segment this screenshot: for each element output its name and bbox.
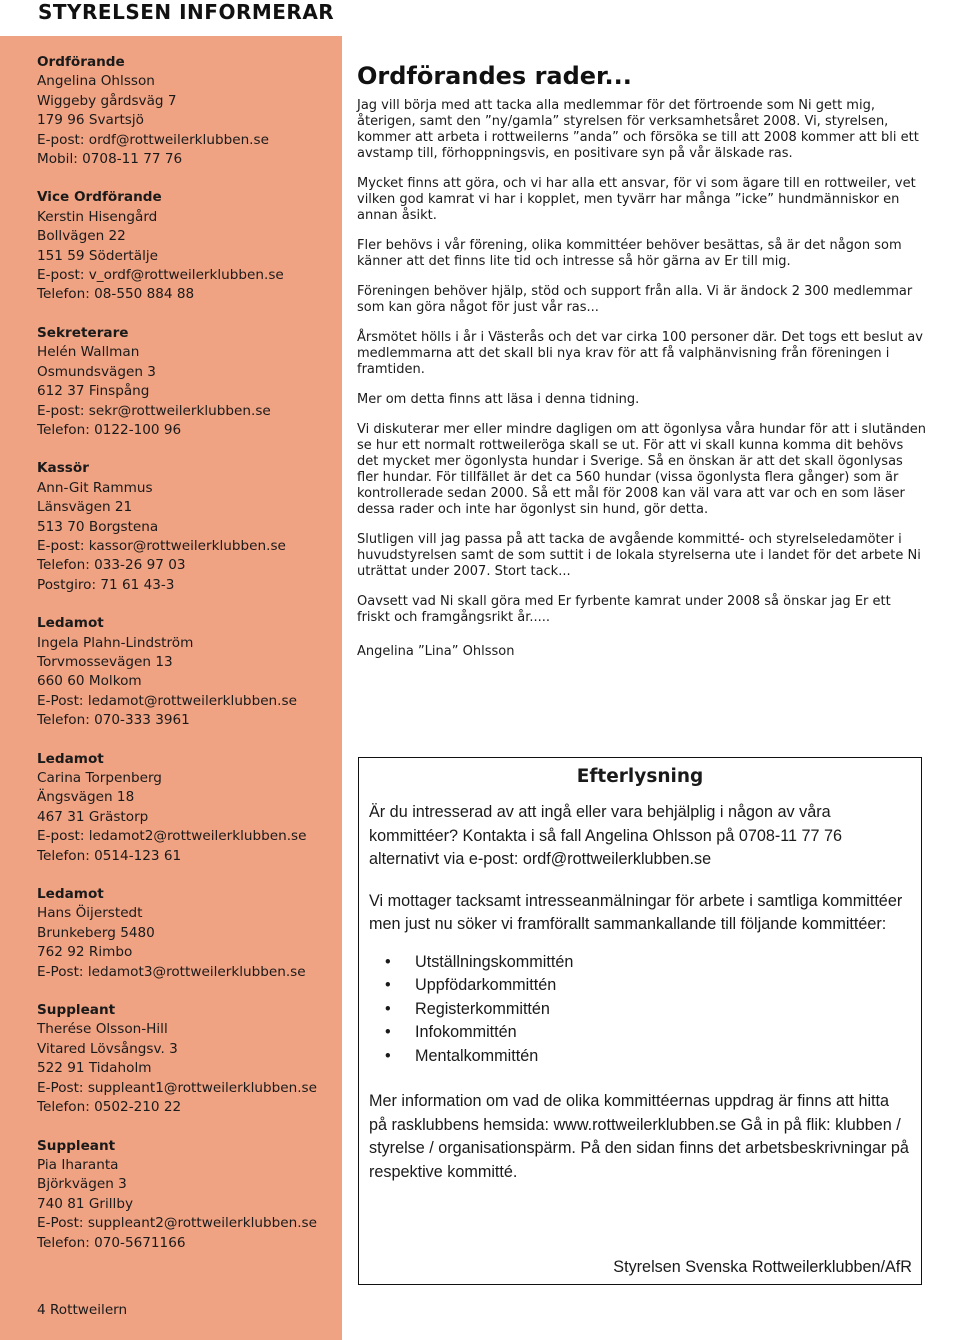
contact-line: Telefon: 08-550 884 88 bbox=[37, 286, 195, 303]
contact-line: Länsvägen 21 bbox=[37, 499, 133, 516]
contact-line: 179 96 Svartsjö bbox=[37, 112, 144, 129]
contact-line: E-post: v_ordf@rottweilerklubben.se bbox=[37, 267, 284, 284]
contact-block bbox=[37, 188, 337, 304]
contact-role: Vice Ordförande bbox=[37, 189, 162, 206]
contact-line: Telefon: 0122-100 96 bbox=[37, 421, 182, 438]
committee-list bbox=[385, 951, 911, 1069]
contact-line: E-post: sekr@rottweilerklubben.se bbox=[37, 402, 271, 419]
contact-role: Ledamot bbox=[37, 750, 104, 767]
section-heading: STYRELSEN INFORMERAR bbox=[38, 0, 335, 24]
contact-line: Vitared Lövsångsv. 3 bbox=[37, 1040, 178, 1057]
contact-line: Therése Olsson-Hill bbox=[37, 1021, 168, 1038]
committee-item bbox=[385, 1021, 911, 1045]
committee-label: Registerkommittén bbox=[415, 999, 550, 1018]
committee-item bbox=[385, 998, 911, 1022]
contact-line: Telefon: 070-333 3961 bbox=[37, 712, 190, 729]
contact-line: Osmundsvägen 3 bbox=[37, 363, 156, 380]
committee-item bbox=[385, 1045, 911, 1069]
contact-line: 740 81 Grillby bbox=[37, 1195, 134, 1212]
contact-line: Carina Torpenberg bbox=[37, 770, 162, 786]
box-more-info: Mer information om vad de olika kommittéernas uppdrag är finns att hitta på rasklubbens hemsida: www.rottweilerklubben.se Gå in på flik: klubben / styrelse / organisationspärm. På den sidan finns det arbetsbeskrivningar på respektive kommitté. bbox=[369, 1092, 909, 1181]
committee-label: Utställningskommittén bbox=[415, 952, 574, 971]
letter-paragraph: Jag vill börja med att tacka alla medlemmar för det förtroende som Ni gett mig, återigen, samt den ”ny/gamla” styrelsen för verksamhetsåret 2008. Vi, styrelsen, kommer att arbeta i rottweilerns ”anda” och försöka se till att 2008 kommer att bli ett avstamp till, förhoppningsvis, en positivare syn på vår älskade ras. bbox=[357, 98, 919, 161]
contact-line: Björkvägen 3 bbox=[37, 1176, 127, 1193]
committee-label: Mentalkommittén bbox=[415, 1046, 539, 1065]
box-signature: Styrelsen Svenska Rottweilerklubben/AfR bbox=[613, 1258, 912, 1276]
contact-line: 660 60 Molkom bbox=[37, 673, 142, 690]
letter-paragraph: Mycket finns att göra, och vi har alla ett ansvar, för vi som ägare till en rottweiler, vet vilken god kamrat vi har i kopplet, men tyvärr har många ”icke” hundmänniskor en annan åsikt. bbox=[357, 176, 916, 223]
contact-line: 467 31 Grästorp bbox=[37, 808, 149, 825]
page-header bbox=[0, 0, 960, 24]
contact-block bbox=[37, 1001, 337, 1117]
contact-line: Brunkeberg 5480 bbox=[37, 924, 155, 941]
contacts-list bbox=[37, 53, 337, 1272]
contact-line: E-Post: ledamot@rottweilerklubben.se bbox=[37, 692, 297, 709]
contact-line: Bollvägen 22 bbox=[37, 228, 126, 245]
contact-role: Sekreterare bbox=[37, 324, 129, 341]
contact-line: E-post: ordf@rottweilerklubben.se bbox=[37, 131, 269, 148]
contact-role: Suppleant bbox=[37, 1002, 116, 1019]
contact-line: 151 59 Södertälje bbox=[37, 247, 158, 264]
contact-line: 612 37 Finspång bbox=[37, 383, 150, 400]
box-request: Vi mottager tacksamt intresseanmälningar för arbete i samtliga kommittéer men just nu söker vi framförallt sammankallande till följande kommittéer: bbox=[369, 891, 903, 933]
contact-line: Telefon: 0514-123 61 bbox=[37, 847, 182, 864]
contact-line: Kerstin Hisengård bbox=[37, 208, 158, 225]
contact-role: Kassör bbox=[37, 460, 89, 477]
contact-block bbox=[37, 53, 337, 169]
contact-line: Ann-Git Rammus bbox=[37, 479, 153, 496]
committee-item bbox=[385, 951, 911, 975]
contact-block bbox=[37, 459, 337, 595]
letter-paragraph: Fler behövs i vår förening, olika kommittéer behöver besättas, så är det någon som känner att det finns lite tid och intresse så hör gärna av Er till mig. bbox=[357, 238, 902, 269]
contact-block bbox=[37, 614, 337, 730]
contact-line: Telefon: 033-26 97 03 bbox=[37, 557, 186, 574]
letter-paragraph: Slutligen vill jag passa på att tacka de avgående kommitté- och styrelseledamöter i huvudstyrelsen samt de som suttit i de lokala styrelserna ute i landet för det arbete Ni uträttat under 2007. Stort tack... bbox=[357, 532, 921, 579]
committee-item bbox=[385, 974, 911, 998]
contact-line: 522 91 Tidaholm bbox=[37, 1060, 152, 1077]
letter-title: Ordförandes rader... bbox=[357, 62, 632, 90]
letter-paragraph: Årsmötet hölls i år i Västerås och det var cirka 100 personer där. Det togs ett beslut av medlemmarna att det skall bli nya krav för att få valphänvisning från föreningen i framtiden. bbox=[357, 330, 923, 377]
contact-block bbox=[37, 324, 337, 440]
contact-line: Telefon: 070-5671166 bbox=[37, 1234, 186, 1251]
bullet-icon: • bbox=[385, 976, 391, 994]
letter-paragraph: Mer om detta finns att läsa i denna tidning. bbox=[357, 392, 640, 407]
contact-role: Ordförande bbox=[37, 54, 125, 70]
contact-line: 513 70 Borgstena bbox=[37, 518, 159, 535]
contact-line: Mobil: 0708-11 77 76 bbox=[37, 151, 183, 168]
contact-block bbox=[37, 750, 337, 866]
contact-block bbox=[37, 1137, 337, 1253]
bullet-icon: • bbox=[385, 1046, 391, 1065]
committee-label: Infokommittén bbox=[415, 1023, 517, 1041]
contact-line: E-post: kassor@rottweilerklubben.se bbox=[37, 537, 286, 554]
contact-line: 762 92 Rimbo bbox=[37, 944, 133, 961]
bullet-icon: • bbox=[385, 999, 391, 1018]
letter-paragraph: Föreningen behöver hjälp, stöd och support från alla. Vi är ändock 2 300 medlemmar som kan göra något för just vår ras... bbox=[357, 284, 913, 315]
letter-body bbox=[357, 98, 927, 626]
contact-line: Hans Öijerstedt bbox=[37, 905, 143, 922]
contact-line: Telefon: 0502-210 22 bbox=[37, 1099, 182, 1116]
contact-line: E-Post: ledamot3@rottweilerklubben.se bbox=[37, 963, 306, 980]
contact-block bbox=[37, 885, 337, 982]
contact-line: E-Post: suppleant2@rottweilerklubben.se bbox=[37, 1215, 317, 1232]
page-footer: 4 Rottweilern bbox=[37, 1302, 128, 1318]
contact-line: Helén Wallman bbox=[37, 344, 140, 361]
box-intro: Är du intresserad av att ingå eller vara behjälplig i någon av våra kommittéer? Kontakta i så fall Angelina Ohlsson på 0708-11 77 76 alternativt via e-post: ordf@rottweilerklubben.se bbox=[369, 803, 843, 868]
contact-line: E-Post: suppleant1@rottweilerklubben.se bbox=[37, 1079, 317, 1096]
contact-line: Ängsvägen 18 bbox=[37, 789, 135, 806]
contact-line: Torvmossevägen 13 bbox=[37, 653, 173, 670]
contact-line: Angelina Ohlsson bbox=[37, 73, 155, 90]
contact-role: Ledamot bbox=[37, 886, 104, 903]
contact-role: Suppleant bbox=[37, 1137, 116, 1154]
contact-line: Wiggeby gårdsväg 7 bbox=[37, 92, 177, 109]
contact-line: E-post: ledamot2@rottweilerklubben.se bbox=[37, 828, 307, 845]
bullet-icon: • bbox=[385, 1023, 391, 1041]
letter-paragraph: Vi diskuterar mer eller mindre dagligen om att ögonlysa våra hundar för att i slutänden se hur ett normalt rottweileröga skall se ut. För att vi skall kunna komma dit behövs det mycket mer ögonlysta hundar i Sverige. Så en önskan är att det skall ögonlysas fler hundar. För tillfället är det ca 560 hundar (vissa ögonlysta flera gånger) som är kontrollerade sedan 2000. Så ett mål för 2008 kan väl vara att var och en som läser dessa rader och inte har ögonlyst sin hund, gör detta. bbox=[357, 422, 926, 517]
bullet-icon: • bbox=[385, 952, 391, 971]
efterlysning-box bbox=[358, 757, 922, 1285]
box-title: Efterlysning bbox=[576, 766, 704, 787]
contact-line: Pia Iharanta bbox=[37, 1156, 119, 1173]
letter-signature: Angelina ”Lina” Ohlsson bbox=[357, 644, 515, 659]
chairman-letter bbox=[357, 62, 927, 674]
letter-paragraph: Oavsett vad Ni skall göra med Er fyrbente kamrat under 2008 så önskar jag Er ett friskt och framgångsrikt år..... bbox=[357, 594, 891, 625]
committee-label: Uppfödarkommittén bbox=[415, 976, 557, 994]
contact-line: Ingela Plahn-Lindström bbox=[37, 634, 194, 651]
contact-role: Ledamot bbox=[37, 615, 104, 632]
contact-line: Postgiro: 71 61 43-3 bbox=[37, 576, 175, 593]
